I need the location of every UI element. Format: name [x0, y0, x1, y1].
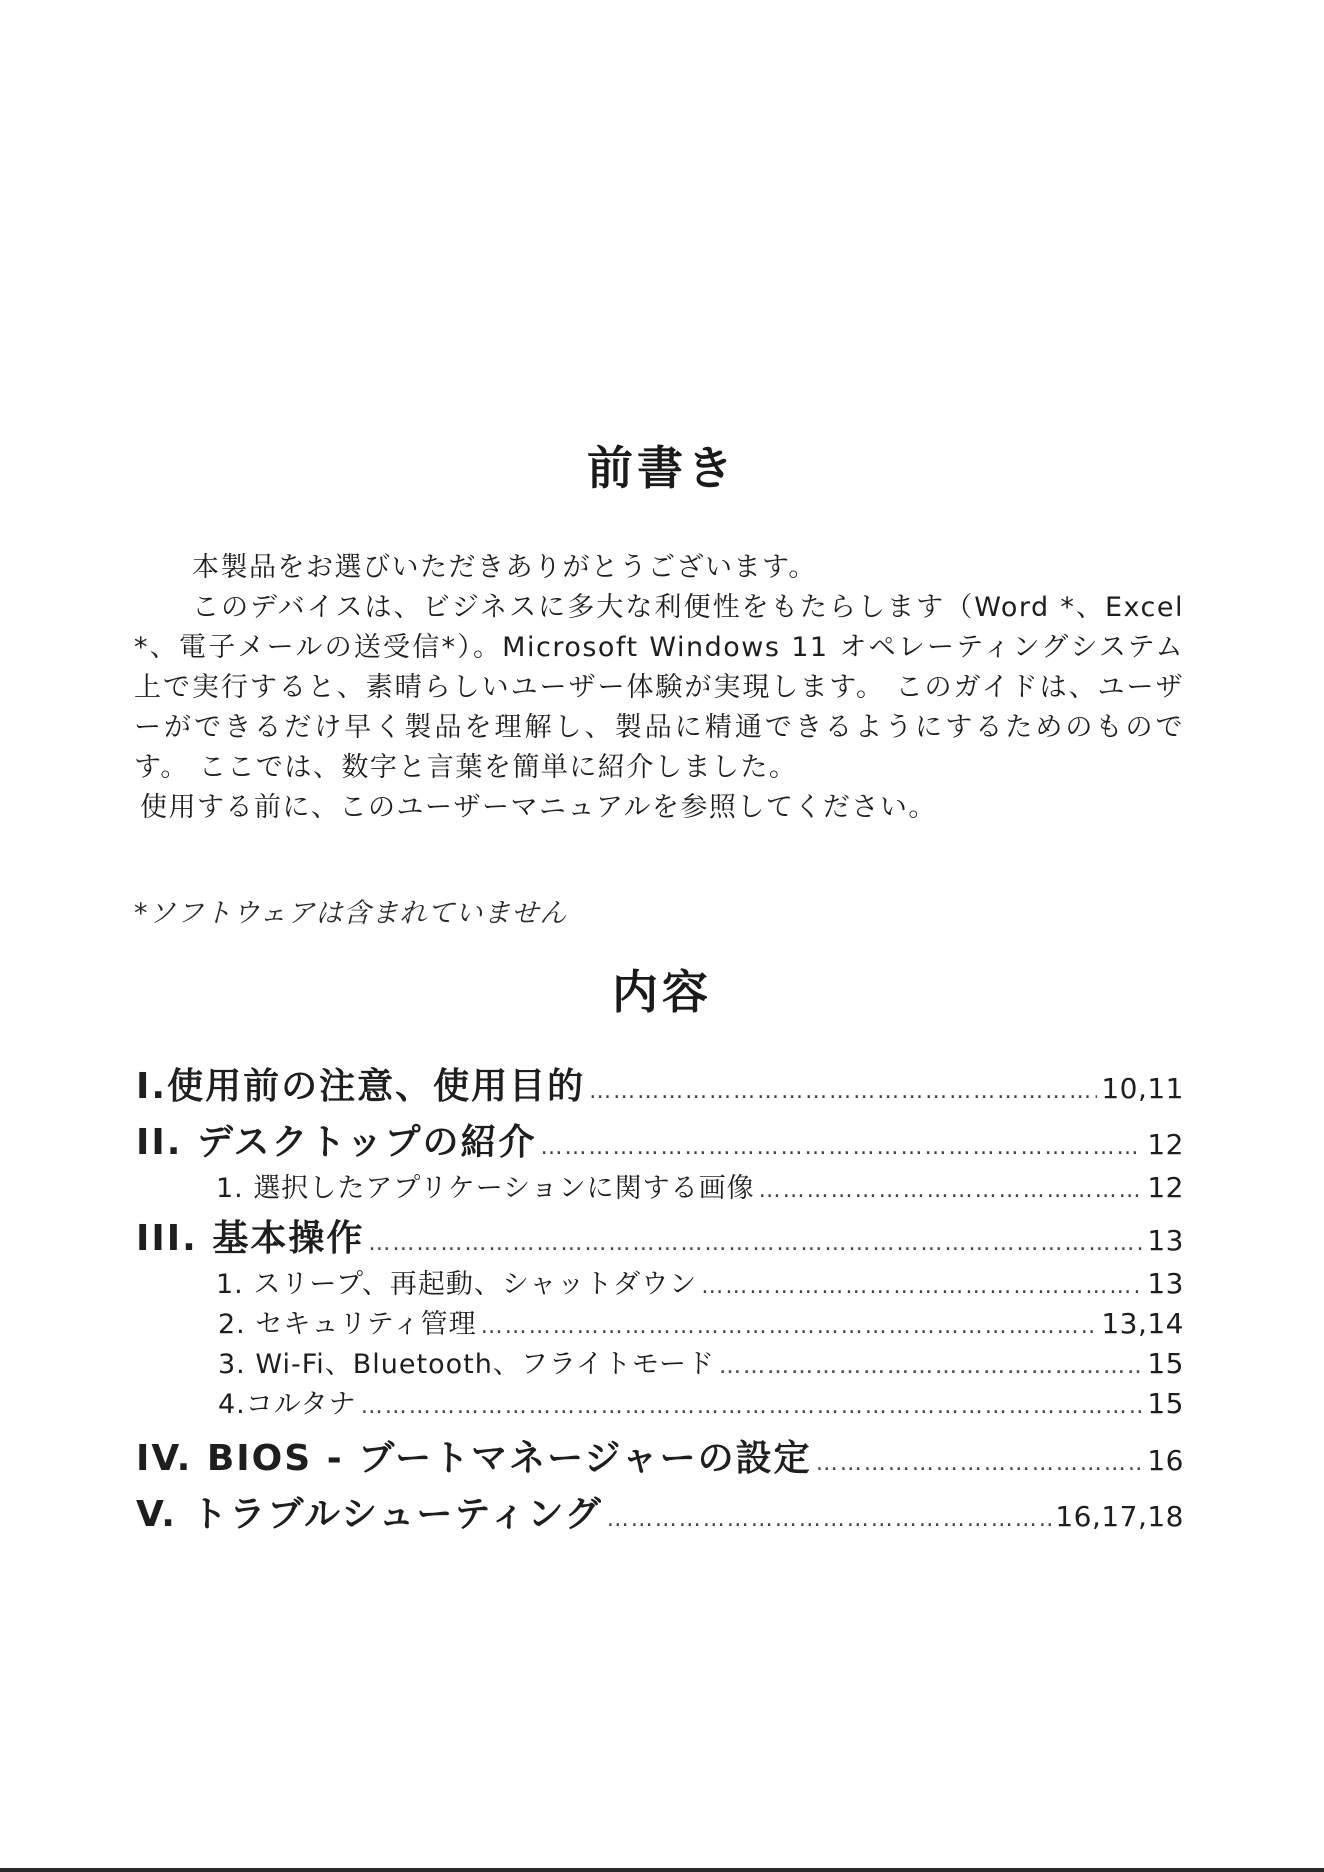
toc-entry-pages: 12: [1147, 1128, 1184, 1161]
toc-entry-label: 3. Wi-Fi、Bluetooth、フライトモード: [218, 1349, 715, 1380]
toc-dot-leader: [589, 1079, 1097, 1104]
toc-entry-pages: 13: [1147, 1267, 1184, 1300]
toc-entry-label: I.使用前の注意、使用目的: [136, 1066, 586, 1107]
toc-dot-leader: [759, 1178, 1144, 1203]
preface-paragraph-description: このデバイスは、ビジネスに多大な利便性をもたらします（Word *、Excel *、電子メールの送受信*）。Microsoft Windows 11 オペレーティングシステム上で実行すると、素晴らしいユーザー体験が実現します。 このガイドは、ユーザーができるだけ早く製品を理解し、製品に精通できるようにするためのものです。 ここでは、数字と言葉を簡単に紹介しました。: [134, 592, 1184, 783]
toc-entry-label: 1. 選択したアプリケーションに関する画像: [216, 1173, 755, 1204]
preface-paragraph-thanks: 本製品をお選びいただきありがとうございます。: [192, 552, 817, 583]
toc-entry-pages: 16: [1147, 1444, 1184, 1477]
toc-entry-label: V. トラブルシューティング: [136, 1494, 603, 1535]
contents-title: 内容: [612, 965, 712, 1019]
toc-entry-basic-operation: [136, 1210, 1184, 1261]
toc-entry-label: 4.コルタナ: [218, 1389, 357, 1420]
toc-entry-security: [218, 1302, 1184, 1341]
preface-title: 前書き: [587, 441, 737, 495]
toc-entry-pages: 16,17,18: [1055, 1500, 1184, 1533]
toc-entry-app-images: [216, 1166, 1184, 1205]
toc-dot-leader: [481, 1314, 1098, 1339]
toc-entry-pages: 15: [1147, 1387, 1184, 1420]
page-bottom-edge: [0, 1868, 1324, 1872]
toc-entry-desktop: [136, 1114, 1184, 1165]
toc-entry-pages: 15: [1147, 1347, 1184, 1380]
software-note: *ソフトウェアは含まれていません: [134, 898, 568, 929]
toc-entry-pages: 10,11: [1101, 1072, 1184, 1105]
toc-entry-troubleshooting: [136, 1486, 1184, 1537]
toc-entry-cortana: [218, 1382, 1184, 1421]
toc-entry-label: 2. セキュリティ管理: [218, 1309, 477, 1340]
toc-dot-leader: [361, 1394, 1144, 1419]
toc-dot-leader: [607, 1507, 1052, 1532]
toc-dot-leader: [701, 1274, 1143, 1299]
toc-entry-label: IV. BIOS - ブートマネージャーの設定: [136, 1438, 812, 1479]
toc-entry-wifi-bluetooth: [218, 1342, 1184, 1381]
toc-entry-label: III. 基本操作: [136, 1218, 365, 1259]
toc-dot-leader: [368, 1231, 1143, 1256]
toc-entry-sleep-restart: [216, 1262, 1184, 1301]
toc-entry-label: II. デスクトップの紹介: [136, 1122, 537, 1163]
toc-entry-pages: 12: [1147, 1171, 1184, 1204]
toc-entry-label: 1. スリープ、再起動、シャットダウン: [216, 1269, 698, 1300]
preface-paragraph-instruction: 使用する前に、このユーザーマニュアルを参照してください。: [140, 792, 937, 823]
toc-dot-leader: [719, 1354, 1143, 1379]
toc-entry-precautions: [136, 1058, 1184, 1109]
toc-dot-leader: [540, 1135, 1143, 1160]
toc-dot-leader: [816, 1451, 1144, 1476]
toc-entry-bios: [136, 1430, 1184, 1481]
toc-entry-pages: 13,14: [1101, 1307, 1184, 1340]
toc-entry-pages: 13: [1147, 1224, 1184, 1257]
